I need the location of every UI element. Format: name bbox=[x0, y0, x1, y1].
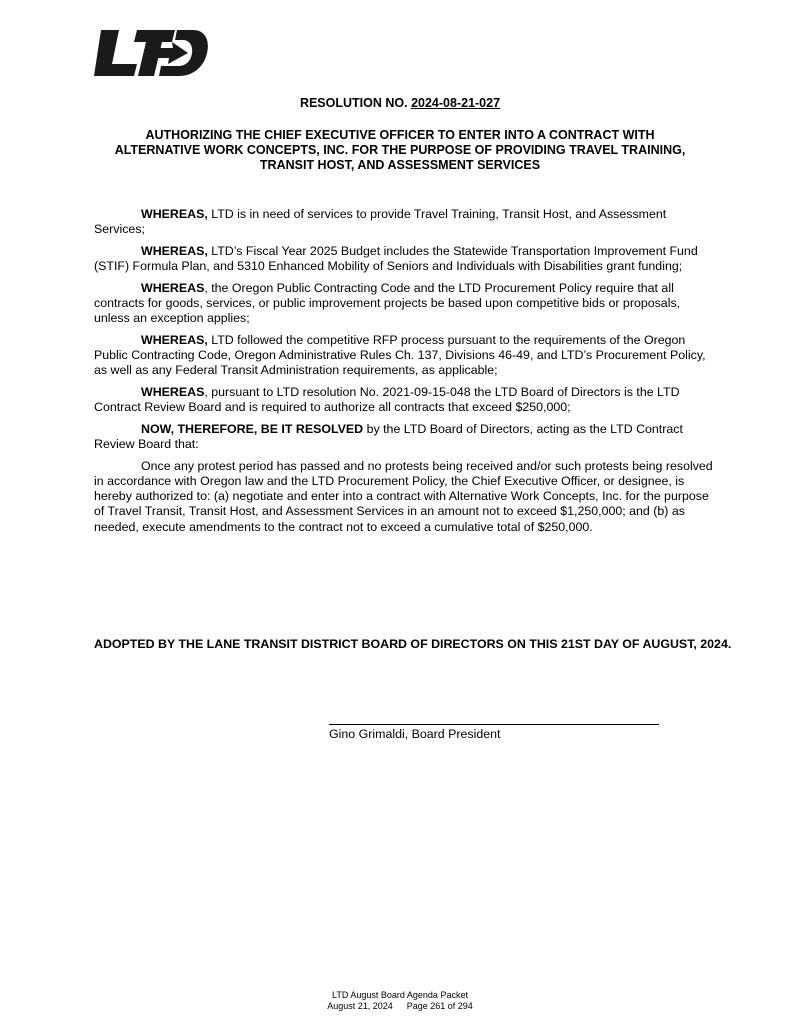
whereas-paragraph-3 bbox=[94, 281, 714, 327]
paragraph-text: by the LTD Board of Directors, acting as the LTD Contract Review Board that: bbox=[94, 421, 683, 452]
paragraph-text: LTD followed the competitive RFP process pursuant to the requirements of the Oregon Public Contracting Code, Oregon Administrative Rules Ch. 137, Divisions 46-49, and LTD’s Procurement Policy, as well as any Federal Transit Administration requirements, as applicable; bbox=[94, 332, 706, 378]
adopted-statement: ADOPTED BY THE LANE TRANSIT DISTRICT BOARD OF DIRECTORS ON THIS 21ST DAY OF AUGUST, 2024. bbox=[94, 637, 732, 651]
subject-line-1: AUTHORIZING THE CHIEF EXECUTIVE OFFICER TO ENTER INTO A CONTRACT WITH bbox=[145, 128, 655, 142]
whereas-paragraph-1 bbox=[94, 207, 714, 237]
resolution-label: RESOLUTION NO. bbox=[299, 96, 408, 110]
page-footer bbox=[0, 990, 800, 1012]
ltd-logo-mark bbox=[93, 28, 209, 78]
signatory-name: Gino Grimaldi, Board President bbox=[329, 727, 501, 741]
paragraph-text: LTD’s Fiscal Year 2025 Budget includes the Statewide Transportation Improvement Fund (STIF) Formula Plan, and 5310 Enhanced Mobility of Seniors and Individuals with Disabilities grant funding; bbox=[94, 243, 698, 274]
paragraph-text: , the Oregon Public Contracting Code and the LTD Procurement Policy require that all contracts for goods, services, or public improvement projects be based upon competitive bids or proposals, unless an exception applies; bbox=[94, 280, 681, 326]
paragraph-lead: WHEREAS, bbox=[141, 207, 208, 221]
signature-line bbox=[329, 724, 659, 725]
whereas-paragraph-5 bbox=[94, 385, 714, 415]
whereas-paragraph-2 bbox=[94, 244, 714, 274]
subject-line-2: ALTERNATIVE WORK CONCEPTS, INC. FOR THE PURPOSE OF PROVIDING TRAVEL TRAINING, bbox=[114, 143, 686, 157]
footer-date: August 21, 2024 bbox=[327, 1001, 393, 1011]
paragraph-text: Once any protest period has passed and no protests being received and/or such protests being resolved in accordance with Oregon law and the LTD Procurement Policy, the Chief Executive Officer, or designee, is hereby authorized to: (a) negotiate and enter into a contract with Alternative Work Concepts, Inc. for the purpose of Travel Transit, Transit Host, and Assessment Services in an amount not to exceed $1,250,000; and (b) as needed, execute amendments to the contract not to exceed a cumulative total of $250,000. bbox=[94, 458, 713, 534]
footer-page: Page 261 of 294 bbox=[406, 1001, 473, 1011]
paragraph-lead: NOW, THEREFORE, BE IT RESOLVED bbox=[141, 421, 364, 436]
resolution-body bbox=[94, 207, 714, 541]
resolution-title bbox=[0, 96, 800, 110]
resolution-subject bbox=[90, 128, 710, 173]
footer-title: LTD August Board Agenda Packet bbox=[332, 990, 468, 1000]
resolved-paragraph bbox=[94, 422, 714, 452]
ltd-logo bbox=[93, 28, 209, 78]
paragraph-text: LTD is in need of services to provide Travel Training, Transit Host, and Assessment Services; bbox=[94, 207, 667, 237]
paragraph-text: , pursuant to LTD resolution No. 2021-09-15-048 the LTD Board of Directors is the LTD Contract Review Board and is required to authorize all contracts that exceed $250,000; bbox=[94, 385, 680, 415]
whereas-paragraph-4 bbox=[94, 333, 714, 379]
paragraph-lead: WHEREAS, bbox=[141, 332, 208, 347]
footer-meta bbox=[0, 1001, 800, 1012]
authorization-paragraph bbox=[94, 459, 714, 535]
paragraph-lead: WHEREAS bbox=[141, 385, 205, 400]
paragraph-lead: WHEREAS, bbox=[141, 243, 208, 258]
paragraph-lead: WHEREAS bbox=[141, 280, 205, 295]
resolution-number: 2024-08-21-027 bbox=[411, 96, 501, 110]
subject-line-3: TRANSIT HOST, AND ASSESSMENT SERVICES bbox=[259, 158, 541, 172]
